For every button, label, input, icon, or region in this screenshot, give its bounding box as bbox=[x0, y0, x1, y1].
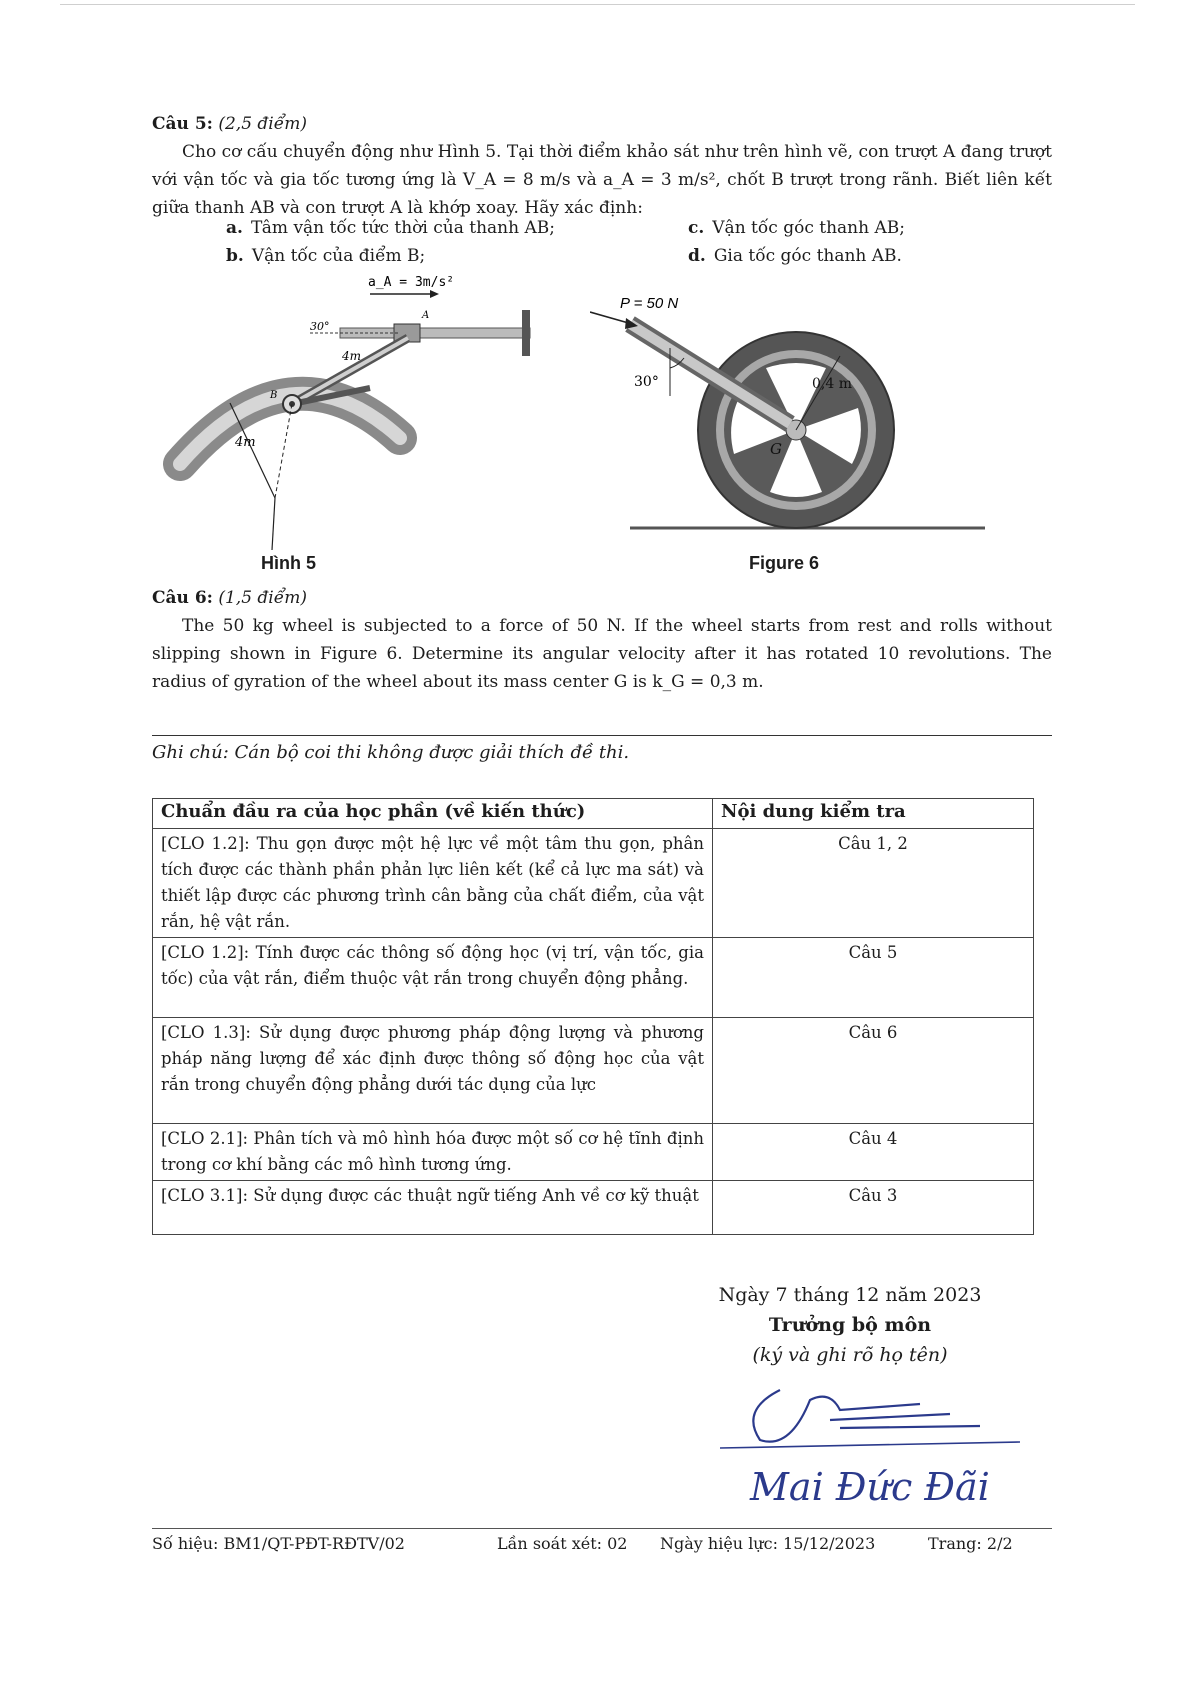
figure-6-caption: Figure 6 bbox=[749, 553, 820, 573]
signature-date: Ngày 7 tháng 12 năm 2023 bbox=[718, 1284, 982, 1306]
question-6-points: (1,5 điểm) bbox=[218, 588, 307, 608]
table-cell-content: Câu 6 bbox=[713, 1018, 1034, 1124]
figure-5-caption: Hình 5 bbox=[261, 553, 317, 573]
table-row bbox=[153, 829, 1034, 938]
footer-revision: Lần soát xét: 02 bbox=[497, 1534, 628, 1553]
rod-length-label: 4m bbox=[342, 349, 362, 363]
table-row bbox=[153, 1124, 1034, 1181]
angle-label: 30° bbox=[634, 374, 659, 390]
center-g-label: G bbox=[770, 440, 782, 458]
signature-hint: (ký và ghi rõ họ tên) bbox=[752, 1344, 948, 1366]
table-cell-clo: [CLO 2.1]: Phân tích và mô hình hóa được một số cơ hệ tĩnh định trong cơ khí bằng các mô hình tương ứng. bbox=[153, 1124, 713, 1181]
point-a-label: A bbox=[422, 310, 430, 321]
signature-role: Trưởng bộ môn bbox=[768, 1314, 932, 1336]
figure-5-diagram bbox=[160, 268, 550, 550]
question-6-heading bbox=[152, 584, 1052, 612]
question-5-points: (2,5 điểm) bbox=[218, 114, 307, 134]
wall-support bbox=[522, 310, 530, 356]
question-5-label: Câu 5: bbox=[152, 114, 213, 134]
table-cell-content: Câu 3 bbox=[713, 1181, 1034, 1235]
q5-item-c: c. Vận tốc góc thanh AB; bbox=[688, 218, 905, 238]
q5-item-a: a. Tâm vận tốc tức thời của thanh AB; bbox=[226, 218, 555, 238]
footer-page: Trang: 2/2 bbox=[928, 1534, 1013, 1553]
footer-effective-date: Ngày hiệu lực: 15/12/2023 bbox=[660, 1534, 876, 1553]
table-cell-content: Câu 5 bbox=[713, 938, 1034, 1018]
question-5-heading bbox=[152, 110, 1052, 138]
point-b-label: B bbox=[270, 390, 278, 401]
force-label: P = 50 N bbox=[620, 296, 679, 312]
table-cell-clo: [CLO 1.2]: Tính được các thông số động học (vị trí, vận tốc, gia tốc) của vật rắn, điểm thuộc vật rắn trong chuyển động phẳng. bbox=[153, 938, 713, 1018]
table-cell-clo: [CLO 3.1]: Sử dụng được các thuật ngữ tiếng Anh về cơ kỹ thuật bbox=[153, 1181, 713, 1235]
table-row bbox=[153, 1181, 1034, 1235]
q5-item-d: d. Gia tốc góc thanh AB. bbox=[688, 246, 902, 266]
table-row bbox=[153, 938, 1034, 1018]
aa-label: a_A = 3m/s² bbox=[368, 275, 455, 290]
table-header-row bbox=[153, 799, 1034, 829]
question-6 bbox=[152, 584, 1052, 696]
figure-6-diagram bbox=[590, 296, 990, 546]
signature-name: Mai Đức Đãi bbox=[750, 1465, 990, 1509]
table-cell-content: Câu 4 bbox=[713, 1124, 1034, 1181]
footer-code: Số hiệu: BM1/QT-PĐT-RĐTV/02 bbox=[152, 1534, 405, 1553]
angle-30-label: 30° bbox=[310, 320, 330, 333]
footer-divider bbox=[152, 1528, 1052, 1529]
signature-block bbox=[680, 1280, 1020, 1370]
handwritten-signature bbox=[720, 1370, 1040, 1520]
table-cell-clo: [CLO 1.2]: Thu gọn được một hệ lực về một tâm thu gọn, phân tích được các thành phần phản lực liên kết (kể cả lực ma sát) và thiết lập được các phương trình cân bằng của chất điểm, của vật rắn, hệ vật rắn. bbox=[153, 829, 713, 938]
question-5 bbox=[152, 110, 1052, 222]
q5-item-b: b. Vận tốc của điểm B; bbox=[226, 246, 426, 266]
top-rule bbox=[60, 4, 1135, 5]
table-header-clo: Chuẩn đầu ra của học phần (về kiến thức) bbox=[153, 799, 713, 829]
invigilator-note: Ghi chú: Cán bộ coi thi không được giải thích đề thi. bbox=[152, 742, 630, 763]
table-cell-clo: [CLO 1.3]: Sử dụng được phương pháp động lượng và phương pháp năng lượng để xác định được thông số động học của vật rắn trong chuyển động phẳng dưới tác dụng của lực bbox=[153, 1018, 713, 1124]
guide-bar bbox=[340, 328, 530, 338]
question-6-label: Câu 6: bbox=[152, 588, 213, 608]
table-header-content: Nội dung kiểm tra bbox=[713, 799, 1034, 829]
clo-table bbox=[152, 798, 1034, 1235]
table-row bbox=[153, 1018, 1034, 1124]
table-cell-content: Câu 1, 2 bbox=[713, 829, 1034, 938]
radius-label: 0,4 m bbox=[812, 376, 852, 392]
slot-radius-label: 4m bbox=[235, 435, 256, 450]
question-6-body: The 50 kg wheel is subjected to a force of 50 N. If the wheel starts from rest and rolls without slipping shown in Figure 6. Determine its angular velocity after it has rotated 10 revolutions. The radius of gyration of the wheel about its mass center G is k_G = 0,3 m. bbox=[152, 616, 1052, 692]
question-5-body: Cho cơ cấu chuyển động như Hình 5. Tại thời điểm khảo sát như trên hình vẽ, con trượt A đang trượt với vận tốc và gia tốc tương ứng là V_A = 8 m/s và a_A = 3 m/s², chốt B trượt trong rãnh. Biết liên kết giữa thanh AB và con trượt A là khớp xoay. Hãy xác định: bbox=[152, 142, 1052, 218]
note-divider bbox=[152, 735, 1052, 736]
